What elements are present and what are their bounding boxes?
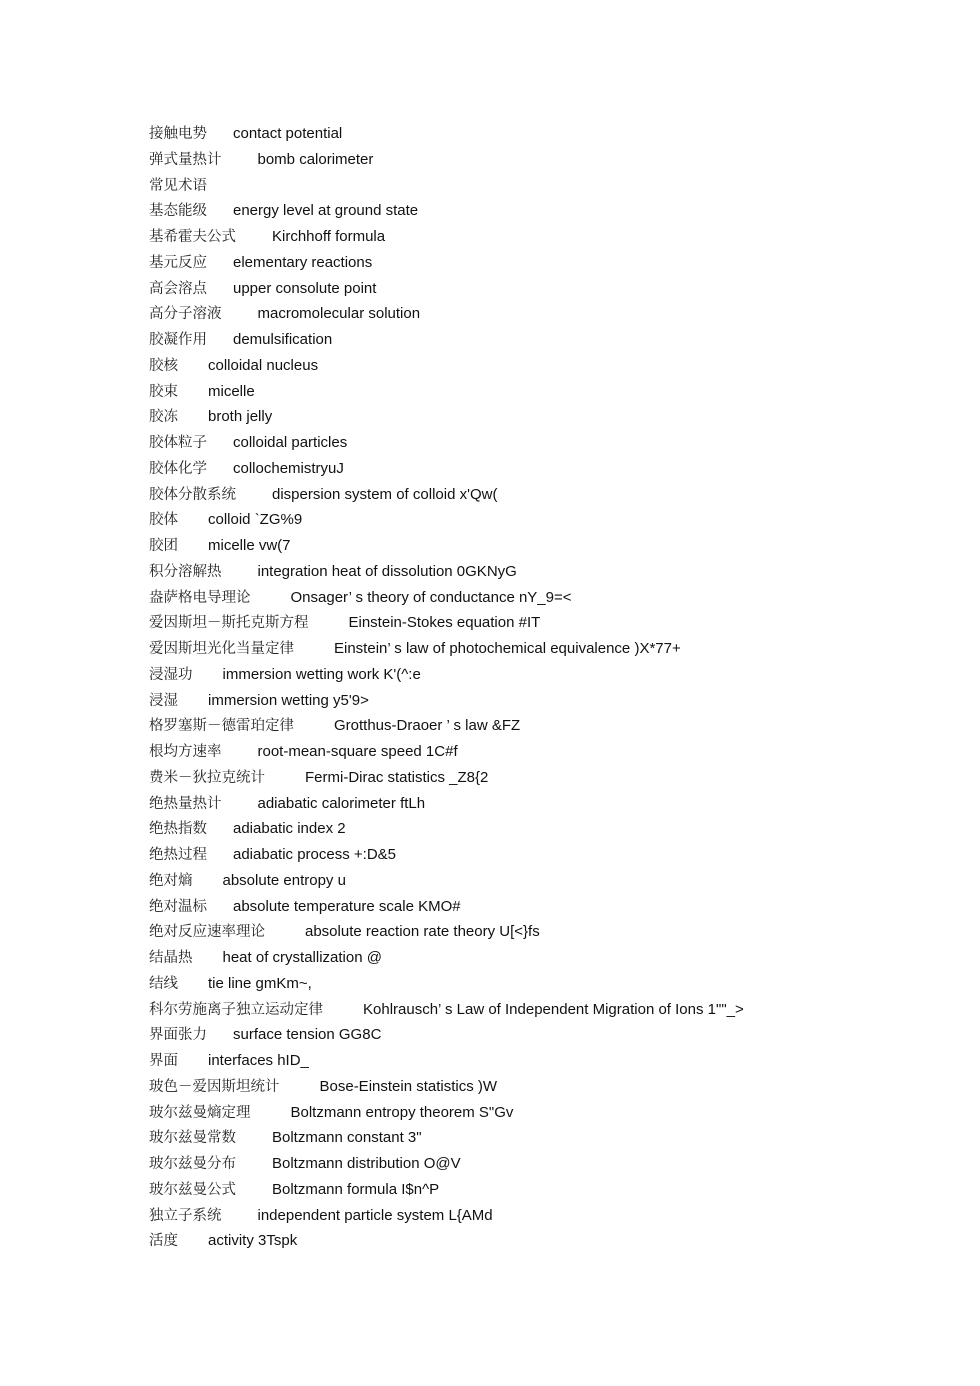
term-english: adiabatic index 2: [233, 820, 346, 838]
glossary-entry: [149, 894, 744, 920]
glossary-entry: [149, 507, 744, 533]
glossary-entry: [149, 919, 744, 945]
term-english: activity 3Tspk: [208, 1232, 298, 1250]
term-chinese: 界面张力: [149, 1027, 207, 1044]
term-chinese: 弹式量热计: [149, 151, 222, 168]
term-chinese: 胶核: [149, 357, 178, 374]
glossary-entry: [149, 971, 744, 997]
term-chinese: 爱因斯坦光化当量定律: [149, 641, 294, 657]
term-english: demulsification: [233, 331, 333, 348]
glossary-entry: [149, 121, 744, 147]
term-chinese: 常见术语: [149, 177, 207, 194]
term-chinese: 盎萨格电导理论: [149, 589, 251, 606]
term-chinese: 结线: [149, 975, 178, 992]
glossary-entry: [149, 945, 744, 971]
term-english: energy level at ground state: [233, 202, 419, 220]
term-chinese: 胶冻: [149, 409, 178, 426]
term-english: elementary reactions: [233, 253, 373, 271]
term-english: Boltzmann distribution O@V: [272, 1155, 461, 1172]
term-chinese: 绝对熵: [149, 872, 193, 889]
glossary-entry: [149, 327, 744, 353]
glossary-list: [149, 121, 744, 1254]
term-english: colloid `ZG%9: [208, 511, 303, 529]
glossary-entry: [149, 610, 744, 636]
term-english: tie line gmKm~,: [208, 974, 312, 992]
term-chinese: 高会溶点: [149, 280, 207, 297]
term-english: Onsager’ s theory of conductance nY_9=<: [290, 588, 572, 606]
term-english: colloidal nucleus: [208, 356, 319, 374]
glossary-entry: [149, 688, 744, 714]
term-english: Bose-Einstein statistics )W: [319, 1077, 498, 1095]
term-chinese: 爱因斯坦－斯托克斯方程: [149, 615, 309, 632]
glossary-entry: [149, 533, 744, 559]
glossary-entry: [149, 353, 744, 379]
glossary-entry: [149, 1125, 744, 1151]
glossary-entry: [149, 1177, 744, 1203]
term-english: collochemistryuJ: [233, 459, 344, 477]
glossary-entry: [149, 456, 744, 482]
term-chinese: 胶束: [149, 383, 178, 400]
term-chinese: 结晶热: [149, 950, 193, 966]
glossary-entry: [149, 1048, 744, 1074]
term-chinese: 绝热过程: [149, 847, 207, 863]
glossary-entry: [149, 173, 744, 199]
term-chinese: 玻尔兹曼分布: [149, 1156, 236, 1172]
term-chinese: 玻尔兹曼公式: [149, 1181, 236, 1198]
glossary-entry: [149, 559, 744, 585]
term-chinese: 胶团: [149, 538, 178, 554]
glossary-entry: [149, 482, 744, 508]
term-english: Boltzmann formula I$n^P: [272, 1180, 440, 1198]
term-chinese: 胶体粒子: [149, 435, 207, 451]
term-chinese: 绝对反应速率理论: [149, 924, 265, 941]
glossary-entry: [149, 276, 744, 302]
glossary-entry: [149, 585, 744, 611]
glossary-entry: [149, 1022, 744, 1048]
glossary-entry: [149, 1151, 744, 1177]
glossary-entry: [149, 713, 744, 739]
term-english: Kirchhoff formula: [272, 228, 386, 245]
term-english: Einstein’ s law of photochemical equivalence )X*77+: [334, 640, 681, 657]
term-chinese: 胶体化学: [149, 460, 207, 477]
term-english: absolute temperature scale KMO#: [233, 897, 461, 915]
glossary-entry: [149, 791, 744, 817]
term-chinese: 玻色－爱因斯坦统计: [149, 1078, 280, 1095]
term-english: integration heat of dissolution 0GKNyG: [257, 562, 517, 580]
term-chinese: 基态能级: [149, 203, 207, 220]
term-chinese: 积分溶解热: [149, 563, 222, 580]
term-english: absolute entropy u: [222, 871, 346, 889]
term-chinese: 基希霍夫公式: [149, 229, 236, 245]
term-english: Einstein-Stokes equation #IT: [348, 614, 541, 632]
term-english: independent particle system L{AMd: [257, 1206, 493, 1224]
glossary-entry: [149, 636, 744, 662]
term-english: upper consolute point: [233, 279, 377, 297]
term-english: bomb calorimeter: [257, 150, 374, 168]
glossary-entry: [149, 1100, 744, 1126]
glossary-entry: [149, 739, 744, 765]
term-chinese: 根均方速率: [149, 744, 222, 760]
term-english: dispersion system of colloid x'Qw(: [272, 485, 498, 503]
term-chinese: 玻尔兹曼常数: [149, 1130, 236, 1147]
term-english: interfaces hID_: [208, 1052, 309, 1069]
term-english: micelle vw(7: [208, 537, 291, 554]
term-chinese: 独立子系统: [149, 1207, 222, 1224]
term-english: macromolecular solution: [257, 305, 421, 323]
glossary-entry: [149, 224, 744, 250]
glossary-entry: [149, 198, 744, 224]
glossary-entry: [149, 404, 744, 430]
term-english: broth jelly: [208, 408, 273, 426]
glossary-entry: [149, 868, 744, 894]
glossary-entry: [149, 301, 744, 327]
term-english: Fermi-Dirac statistics _Z8{2: [305, 768, 489, 786]
term-chinese: 高分子溶液: [149, 306, 222, 323]
term-chinese: 玻尔兹曼熵定理: [149, 1104, 251, 1121]
glossary-entry: [149, 842, 744, 868]
term-chinese: 接触电势: [149, 126, 207, 142]
term-chinese: 科尔劳施离子独立运动定律: [149, 1001, 323, 1018]
term-chinese: 费米－狄拉克统计: [149, 769, 265, 786]
term-english: adiabatic calorimeter ftLh: [257, 794, 426, 812]
term-english: adiabatic process +:D&5: [233, 846, 397, 863]
glossary-entry: [149, 997, 744, 1023]
term-english: contact potential: [233, 125, 343, 142]
term-chinese: 绝热指数: [149, 821, 207, 838]
term-chinese: 胶体: [149, 512, 178, 529]
glossary-entry: [149, 250, 744, 276]
term-chinese: 格罗塞斯－德雷珀定律: [149, 718, 294, 735]
term-chinese: 绝对温标: [149, 898, 207, 915]
term-english: surface tension GG8C: [233, 1026, 382, 1044]
glossary-entry: [149, 379, 744, 405]
term-english: Grotthus-Draoer ’ s law &FZ: [334, 717, 521, 735]
term-english: micelle: [208, 382, 255, 400]
term-chinese: 绝热量热计: [149, 795, 222, 812]
term-english: root-mean-square speed 1C#f: [257, 743, 458, 760]
term-english: Boltzmann constant 3": [272, 1129, 422, 1147]
glossary-entry: [149, 147, 744, 173]
term-english: immersion wetting work K'(^:e: [222, 665, 421, 683]
term-chinese: 界面: [149, 1053, 178, 1069]
term-chinese: 活度: [149, 1233, 178, 1250]
glossary-entry: [149, 1228, 744, 1254]
glossary-entry: [149, 816, 744, 842]
term-chinese: 浸湿功: [149, 666, 193, 683]
glossary-entry: [149, 430, 744, 456]
term-english: absolute reaction rate theory U[<}fs: [305, 923, 540, 941]
term-english: heat of crystallization @: [222, 949, 382, 966]
glossary-entry: [149, 1074, 744, 1100]
term-english: immersion wetting y5'9>: [208, 691, 369, 709]
term-chinese: 胶凝作用: [149, 332, 207, 348]
term-english: Kohlrausch’ s Law of Independent Migration of Ions 1""_>: [363, 1000, 744, 1018]
glossary-entry: [149, 662, 744, 688]
glossary-entry: [149, 1203, 744, 1229]
term-chinese: 胶体分散系统: [149, 486, 236, 503]
term-chinese: 基元反应: [149, 254, 207, 271]
term-english: Boltzmann entropy theorem S"Gv: [290, 1103, 514, 1121]
term-english: colloidal particles: [233, 434, 348, 451]
term-chinese: 浸湿: [149, 692, 178, 709]
glossary-entry: [149, 765, 744, 791]
